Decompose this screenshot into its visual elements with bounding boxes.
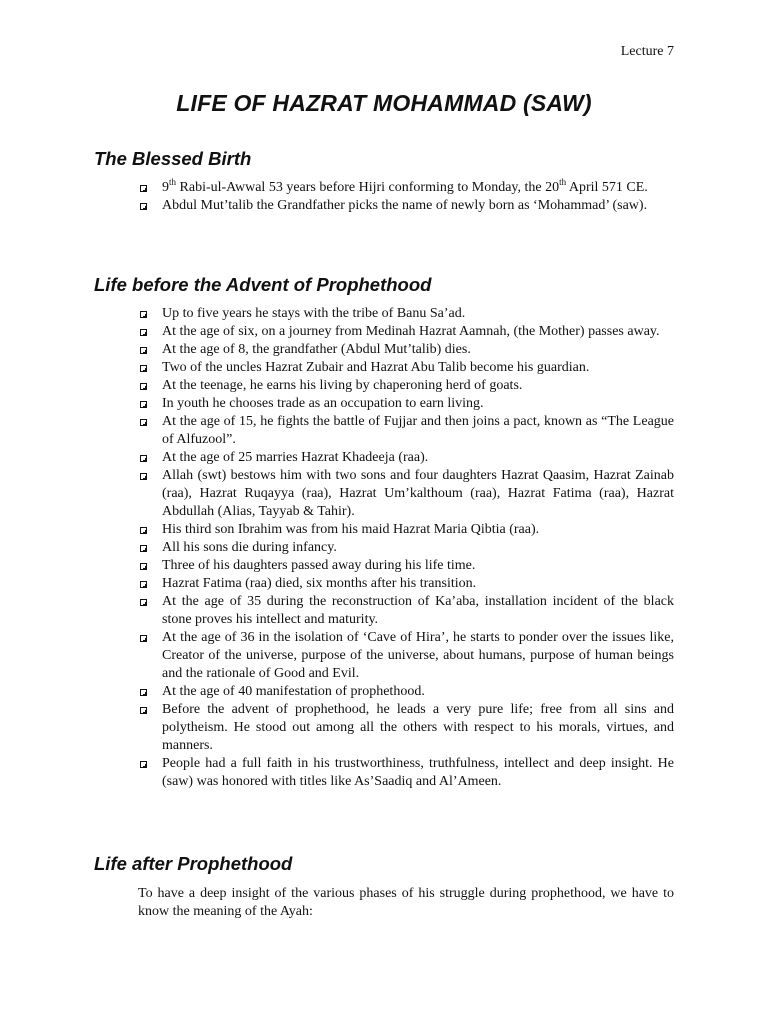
square-bullet-icon <box>140 311 147 318</box>
list-item: His third son Ibrahim was from his maid Hazrat Maria Qibtia (raa). <box>136 521 674 539</box>
square-bullet-icon <box>140 761 147 768</box>
page-title: LIFE OF HAZRAT MOHAMMAD (SAW) <box>176 90 592 116</box>
square-bullet-icon <box>140 473 147 480</box>
list-item: At the age of 25 marries Hazrat Khadeeja (raa). <box>136 449 674 467</box>
list-item: At the age of 40 manifestation of prophethood. <box>136 683 674 701</box>
square-bullet-icon <box>140 527 147 534</box>
square-bullet-icon <box>140 563 147 570</box>
list-item: At the age of 15, he fights the battle of Fujjar and then joins a pact, known as “The League of Alfuzool”. <box>136 413 674 449</box>
list-item: At the age of six, on a journey from Medinah Hazrat Aamnah, (the Mother) passes away. <box>136 323 674 341</box>
square-bullet-icon <box>140 383 147 390</box>
square-bullet-icon <box>140 329 147 336</box>
section-heading-blessed-birth: The Blessed Birth <box>94 148 252 169</box>
list-item: At the age of 35 during the reconstruction of Ka’aba, installation incident of the black stone proves his intellect and maturity. <box>136 593 674 629</box>
square-bullet-icon <box>140 707 147 714</box>
list-item: Two of the uncles Hazrat Zubair and Hazrat Abu Talib become his guardian. <box>136 359 674 377</box>
list-item: In youth he chooses trade as an occupation to earn living. <box>136 395 674 413</box>
list-item: Three of his daughters passed away during his life time. <box>136 557 674 575</box>
square-bullet-icon <box>140 581 147 588</box>
square-bullet-icon <box>140 347 147 354</box>
list-item: Up to five years he stays with the tribe of Banu Sa’ad. <box>136 305 674 323</box>
section-heading-after-prophethood: Life after Prophethood <box>94 853 293 874</box>
square-bullet-icon <box>140 635 147 642</box>
square-bullet-icon <box>140 545 147 552</box>
list-item: Hazrat Fatima (raa) died, six months after his transition. <box>136 575 674 593</box>
list-item: At the teenage, he earns his living by chaperoning herd of goats. <box>136 377 674 395</box>
square-bullet-icon <box>140 599 147 606</box>
square-bullet-icon <box>140 689 147 696</box>
square-bullet-icon <box>140 401 147 408</box>
birth-list <box>136 179 674 215</box>
square-bullet-icon <box>140 419 147 426</box>
list-item: 9th Rabi-ul-Awwal 53 years before Hijri conforming to Monday, the 20th April 571 CE. <box>136 179 674 197</box>
before-prophethood-list <box>136 305 674 791</box>
list-item: People had a full faith in his trustworthiness, truthfulness, intellect and deep insight. He (saw) was honored with titles like As’Saadiq and Al’Ameen. <box>136 755 674 791</box>
square-bullet-icon <box>140 365 147 372</box>
list-item: All his sons die during infancy. <box>136 539 674 557</box>
list-item: Before the advent of prophethood, he leads a very pure life; free from all sins and polytheism. He stood out among all the others with respect to his morals, virtues, and manners. <box>136 701 674 755</box>
lecture-label: Lecture 7 <box>620 44 674 59</box>
list-item: Abdul Mut’talib the Grandfather picks the name of newly born as ‘Mohammad’ (saw). <box>136 197 674 215</box>
list-item: At the age of 8, the grandfather (Abdul Mut’talib) dies. <box>136 341 674 359</box>
square-bullet-icon <box>140 203 147 210</box>
section-heading-before-prophethood: Life before the Advent of Prophethood <box>94 274 432 295</box>
square-bullet-icon <box>140 455 147 462</box>
after-prophethood-paragraph: To have a deep insight of the various phases of his struggle during prophethood, we have to know the meaning of the Ayah: <box>138 886 674 919</box>
list-item: Allah (swt) bestows him with two sons and four daughters Hazrat Qaasim, Hazrat Zainab (raa), Hazrat Ruqayya (raa), Hazrat Um’kalthoum (raa), Hazrat Fatima (raa), Hazrat Abdullah (Alias, Tayyab & Tahir). <box>136 467 674 521</box>
list-item: At the age of 36 in the isolation of ‘Cave of Hira’, he starts to ponder over the issues like, Creator of the universe, purpose of the universe, about humans, purpose of human beings and the rationale of Good and Evil. <box>136 629 674 683</box>
square-bullet-icon <box>140 185 147 192</box>
